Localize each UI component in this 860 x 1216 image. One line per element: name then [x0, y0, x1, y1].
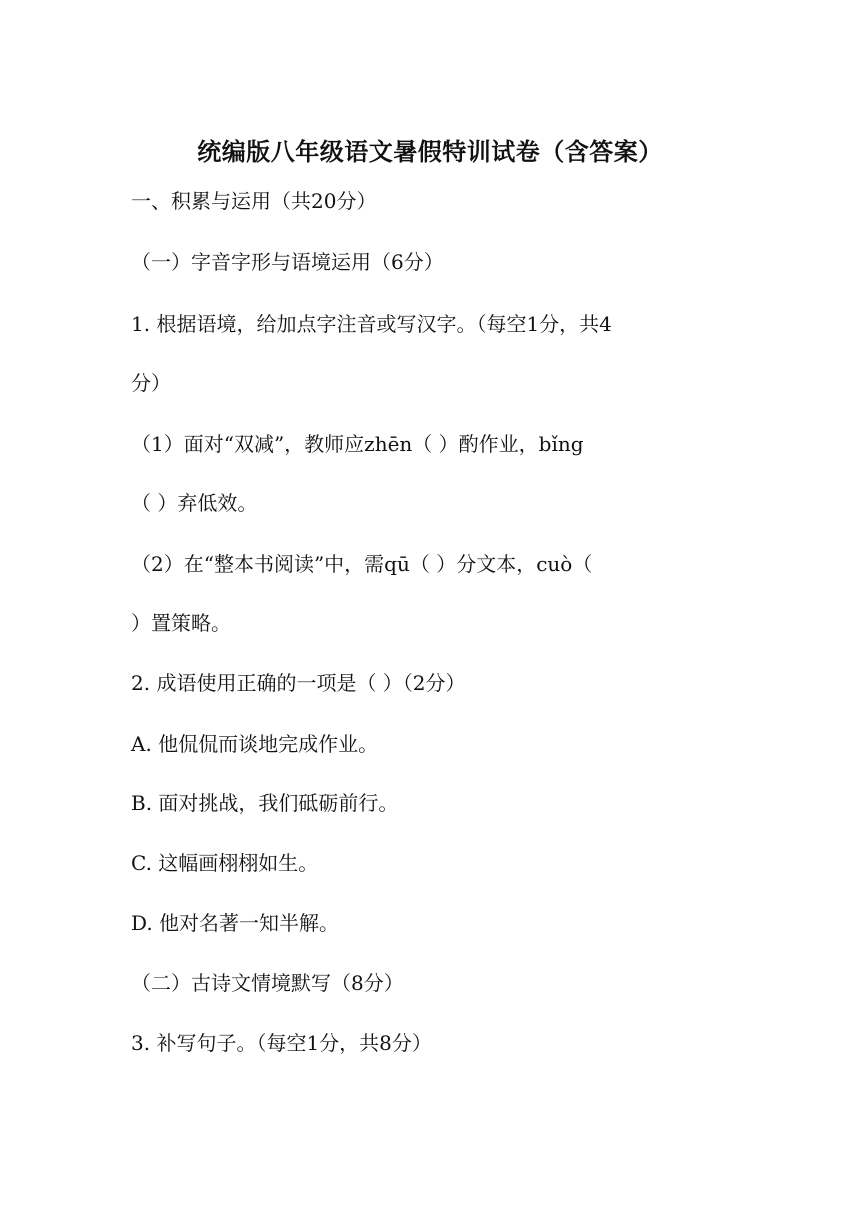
question-1-continued: 分） — [131, 371, 171, 395]
question-2-option-d: D. 他对名著一知半解。 — [131, 911, 340, 935]
question-1-item-1: （1）面对“双减”，教师应zhēn（ ）酌作业，bǐng — [131, 432, 584, 456]
question-3: 3. 补写句子。（每空1分，共8分） — [131, 1031, 432, 1055]
subsection-heading-2: （二）古诗文情境默写（8分） — [131, 971, 404, 995]
section-heading-1: 一、积累与运用（共20分） — [131, 189, 377, 213]
question-1-item-2-continued: ）置策略。 — [131, 611, 231, 635]
question-2-option-c: C. 这幅画栩栩如生。 — [131, 851, 319, 875]
subsection-heading-1: （一）字音字形与语境运用（6分） — [131, 250, 444, 274]
question-1-item-2: （2）在“整本书阅读”中，需qū（ ）分文本，cuò（ — [131, 552, 593, 576]
question-1-item-1-continued: （ ）弃低效。 — [131, 491, 258, 515]
question-2-option-b: B. 面对挑战，我们砥砺前行。 — [131, 791, 399, 815]
question-2: 2. 成语使用正确的一项是（ ）（2分） — [131, 671, 466, 695]
question-2-option-a: A. 他侃侃而谈地完成作业。 — [131, 732, 379, 756]
page-title: 统编版八年级语文暑假特训试卷（含答案） — [197, 138, 663, 166]
question-1: 1. 根据语境，给加点字注音或写汉字。（每空1分，共4 — [131, 312, 612, 336]
